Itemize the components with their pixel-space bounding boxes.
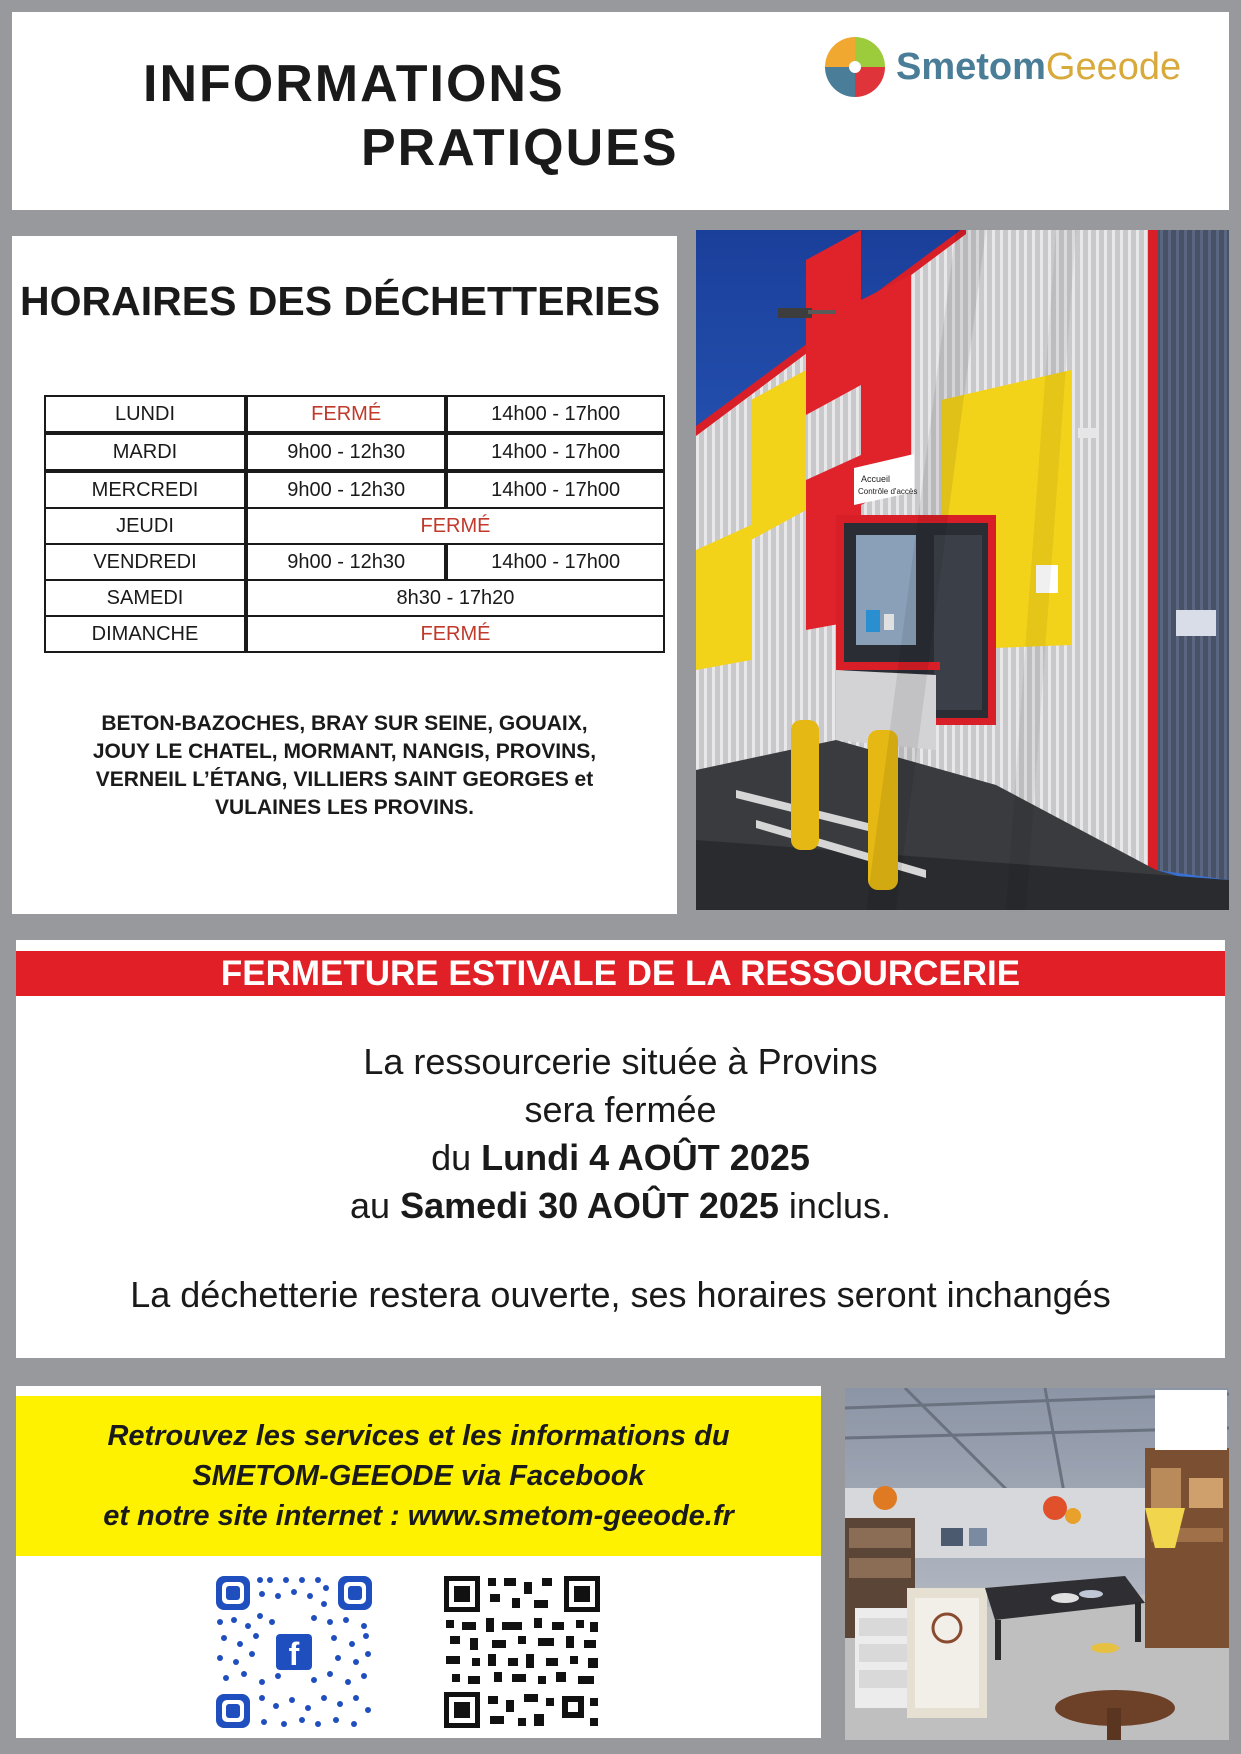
day-cell: VENDREDI	[44, 545, 246, 581]
day-cell: DIMANCHE	[44, 617, 246, 653]
morning-cell: 9h00 - 12h30	[246, 471, 446, 509]
towns-line: JOUY LE CHATEL, MORMANT, NANGIS, PROVINS,	[92, 740, 597, 763]
towns-line: VERNEIL L’ÉTANG, VILLIERS SAINT GEORGES et	[95, 768, 594, 791]
full-day-cell: 8h30 - 17h20	[246, 581, 665, 617]
website-qr-icon[interactable]	[442, 1574, 602, 1730]
full-day-cell: FERMÉ	[246, 509, 665, 545]
closure-line4-suffix: inclus.	[778, 1185, 891, 1226]
facebook-icon	[276, 1634, 312, 1672]
full-day-cell: FERMÉ	[246, 617, 665, 653]
contact-line3: et notre site internet : www.smetom-geeode.fr	[103, 1500, 734, 1532]
day-cell: MERCREDI	[44, 471, 246, 509]
afternoon-cell: 14h00 - 17h00	[446, 395, 665, 433]
closure-line2: sera fermée	[524, 1089, 717, 1130]
smetom-logo	[822, 34, 1181, 100]
day-cell: SAMEDI	[44, 581, 246, 617]
morning-cell: 9h00 - 12h30	[246, 545, 446, 581]
day-cell: MARDI	[44, 433, 246, 471]
table-row	[44, 433, 665, 471]
closure-line3	[16, 1134, 1225, 1182]
closure-line4-prefix: au	[350, 1185, 401, 1226]
closure-start-date: Lundi 4 AOÛT 2025	[481, 1137, 810, 1178]
closure-line1: La ressourcerie située à Provins	[363, 1041, 878, 1082]
schedule-panel	[12, 236, 677, 914]
hours-table	[44, 395, 665, 653]
table-row	[44, 581, 665, 617]
contact-panel	[16, 1386, 821, 1738]
table-row	[44, 395, 665, 433]
title-line2: PRATIQUES	[361, 119, 679, 177]
closure-body	[16, 1038, 1225, 1230]
title-line1: INFORMATIONS	[143, 55, 565, 113]
morning-cell: 9h00 - 12h30	[246, 433, 446, 471]
schedule-title: HORAIRES DES DÉCHETTERIES	[20, 278, 661, 324]
towns-line: BETON-BAZOCHES, BRAY SUR SEINE, GOUAIX,	[101, 712, 588, 735]
table-row	[44, 617, 665, 653]
ressourcerie-photo	[845, 1388, 1229, 1740]
sign-text-2: Contrôle d'accès	[858, 487, 918, 496]
smetom-logo-icon	[822, 34, 888, 100]
closure-note: La déchetterie restera ouverte, ses horaires seront inchangés	[130, 1274, 1111, 1315]
closure-end-date: Samedi 30 AOÛT 2025	[400, 1185, 779, 1226]
afternoon-cell: 14h00 - 17h00	[446, 471, 665, 509]
day-cell: JEUDI	[44, 509, 246, 545]
sign-text-1: Accueil	[861, 474, 891, 484]
facebook-qr-icon[interactable]	[214, 1574, 374, 1730]
header-panel	[12, 12, 1229, 210]
afternoon-cell: 14h00 - 17h00	[446, 433, 665, 471]
day-cell: LUNDI	[44, 395, 246, 433]
towns-line: VULAINES LES PROVINS.	[214, 796, 475, 819]
logo-text-smetom: Smetom	[896, 45, 1046, 88]
afternoon-cell: 14h00 - 17h00	[446, 545, 665, 581]
logo-text-geeode: Geeode	[1045, 45, 1182, 88]
table-row	[44, 545, 665, 581]
contact-line2: SMETOM-GEEODE via Facebook	[192, 1460, 645, 1492]
closure-banner: FERMETURE ESTIVALE DE LA RESSOURCERIE	[16, 951, 1225, 996]
svg-text:f: f	[288, 1636, 300, 1672]
closure-line4	[16, 1182, 1225, 1230]
towns-list	[32, 710, 657, 822]
table-row	[44, 509, 665, 545]
closure-line3-prefix: du	[431, 1137, 482, 1178]
contact-highlight	[16, 1396, 821, 1556]
contact-text	[16, 1416, 821, 1536]
closure-panel	[16, 940, 1225, 1358]
table-row	[44, 471, 665, 509]
waste-center-photo	[696, 230, 1229, 910]
contact-line1: Retrouvez les services et les informations du	[107, 1420, 730, 1452]
morning-cell: FERMÉ	[246, 395, 446, 433]
